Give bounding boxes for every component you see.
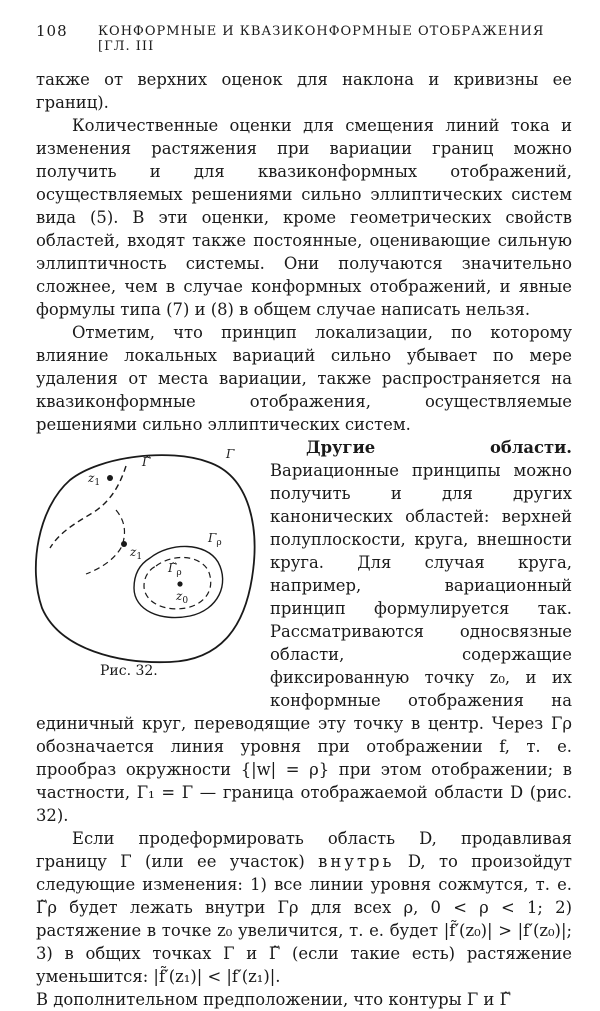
domain-boundary-gamma [36, 455, 255, 662]
label-gamma-tilde: Γ̃ [142, 455, 151, 469]
paragraph-3: Отметим, что принцип локализации, по которому влияние локальных вариаций сильно убывает по мере удаления от места вариации, также распространяется на квазиконформные отображения, осуществляемые решениями сильно эллиптических систем. [36, 323, 572, 434]
point-z0 [177, 581, 182, 586]
label-z1-bottom: $z_1$ [130, 545, 143, 562]
paragraph-6: В дополнительном предположении, что контуры Γ и Γ̃ [36, 990, 511, 1009]
paragraph-1: также от верхних оценок для наклона и кривизны ее границ). [36, 70, 572, 112]
point-z1-top [107, 475, 113, 481]
paragraph-4-text: Вариационные принципы можно получить и для других канонических областей: верхней полуплоскости, круга, внешности круга. Для случая круга, например, вариационный принцип формулируется так. Рассматриваются односвязные области, содержащие фиксированную точку z₀, и их конформные отображения на единичный круг, переводящие эту точку в центр. Через Γρ обозначается линия уровня при отображении f, т. е. прообраз окружности {|w| = ρ} при этом отображении; в частности, Γ₁ = Γ — граница отображаемой области D (рис. 32). [36, 461, 572, 825]
paragraph-5-part-b: D, то произойдут следующие изменения: 1) все линии уровня сожмутся, т. е. Γ̃ρ будет лежать внутри Γρ для всех ρ, 0 < ρ < 1; 2) растяжение в точке z₀ увеличится, т. е. будет |f̃′(z₀)| > |f′(z₀)|; 3) в общих точках Γ и Γ̃ (если такие есть) растяжение уменьшится: |f̃′(z₁)| < |f′(z₁)|. [36, 852, 572, 986]
emphasis-inward: внутрь [318, 852, 395, 871]
label-z1-top: $z_1$ [88, 471, 101, 488]
page-number: 108 [36, 22, 68, 40]
dashed-path [86, 510, 124, 574]
label-gamma: Γ [226, 447, 235, 461]
running-title: КОНФОРМНЫЕ И КВАЗИКОНФОРМНЫЕ ОТОБРАЖЕНИЯ [ГЛ. III [98, 24, 545, 54]
figure-caption: Рис. 32. [100, 663, 158, 679]
figure-32 [30, 438, 262, 704]
point-z1-bottom [121, 541, 127, 547]
page-header [36, 22, 572, 54]
label-z0: $z_0$ [176, 589, 189, 606]
page-body [36, 68, 572, 1011]
paragraph-5 [36, 827, 572, 988]
label-gamma-rho-tilde: $\Gammã_\rho$ [168, 561, 182, 578]
paragraph-3-start [36, 321, 572, 436]
section-heading-other-domains: Другие области. [306, 438, 572, 457]
paragraph-5-part-a: Если продеформировать область D, продавливая границу Γ (или ее участок) [36, 829, 572, 871]
label-gamma-rho: $\Gamma_\rho$ [208, 531, 222, 548]
paragraph-2: Количественные оценки для смещения линий тока и изменения растяжения при вариации границ можно получить и для квазиконформных отображений, осуществляемых решениями сильно эллиптических систем вида (5). В эти оценки, кроме геометрических свойств областей, входят также постоянные, оценивающие сильную эллиптичность системы. Они получаются значительно сложнее, чем в случае конформных отображений, и явные формулы типа (7) и (8) в общем случае написать нельзя. [36, 116, 572, 319]
